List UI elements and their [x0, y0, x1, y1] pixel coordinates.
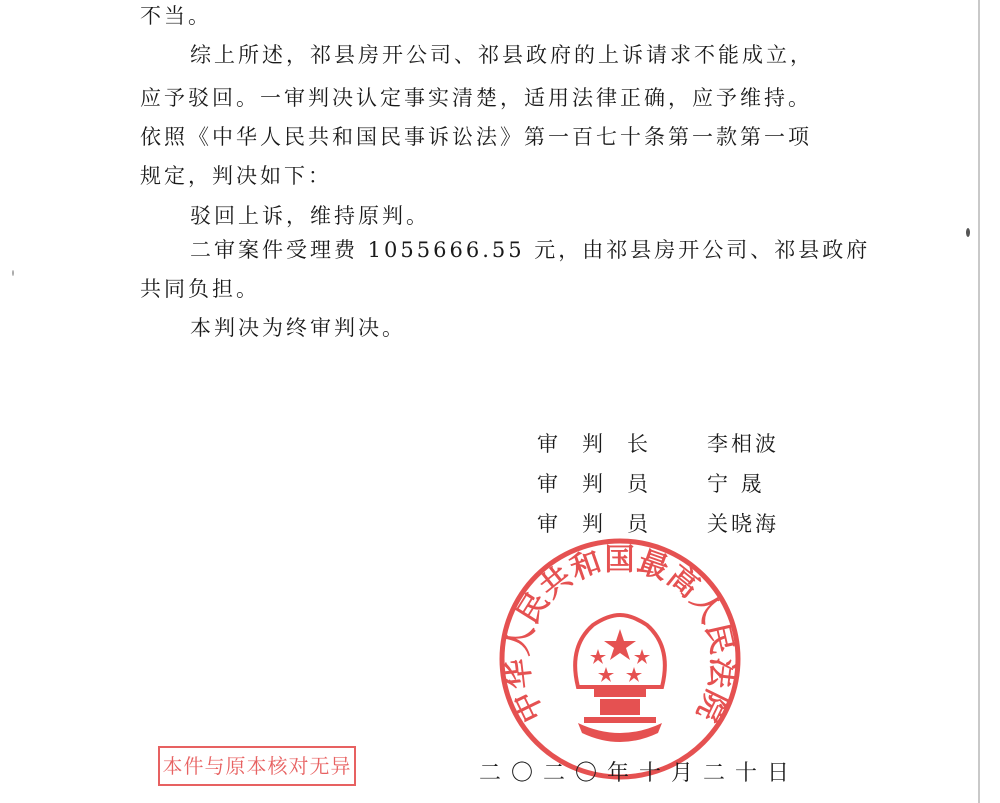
text-line: 驳回上诉，维持原判。: [190, 204, 430, 228]
signature-name: 宁 晟: [707, 472, 765, 496]
seal-text: 中华人民共和国最高人民法院: [500, 542, 740, 728]
signature-row: [537, 508, 779, 538]
court-seal: [498, 537, 742, 781]
signature-name: 关晓海: [707, 512, 779, 536]
signature-role: 审判长: [537, 432, 672, 456]
scan-speck: [12, 270, 14, 276]
text-line: 二审案件受理费 1055666.55 元，由祁县房开公司、祁县政府: [190, 238, 871, 262]
scan-speck: [966, 228, 970, 237]
signature-name: 李相波: [707, 432, 779, 456]
text-line: 不当。: [140, 4, 212, 28]
judgment-date: 二〇二〇年十月二十日: [479, 761, 800, 786]
text-line: 共同负担。: [140, 277, 260, 301]
text-line: 应予驳回。一审判决认定事实清楚，适用法律正确，应予维持。: [140, 86, 812, 110]
text-line: 依照《中华人民共和国民事诉讼法》第一百七十条第一款第一项: [140, 125, 812, 149]
emblem-icon: [575, 615, 665, 742]
text-line: 综上所述，祁县房开公司、祁县政府的上诉请求不能成立，: [190, 43, 814, 67]
signature-role: 审判员: [537, 472, 672, 496]
signature-role: 审判员: [537, 512, 672, 536]
signature-row: [537, 428, 779, 458]
text-line: 规定，判决如下：: [140, 164, 332, 188]
text-line: 本判决为终审判决。: [190, 316, 406, 340]
copy-verified-stamp: 本件与原本核对无异: [158, 746, 356, 786]
page-edge: [978, 0, 980, 803]
signature-row: [537, 468, 765, 498]
